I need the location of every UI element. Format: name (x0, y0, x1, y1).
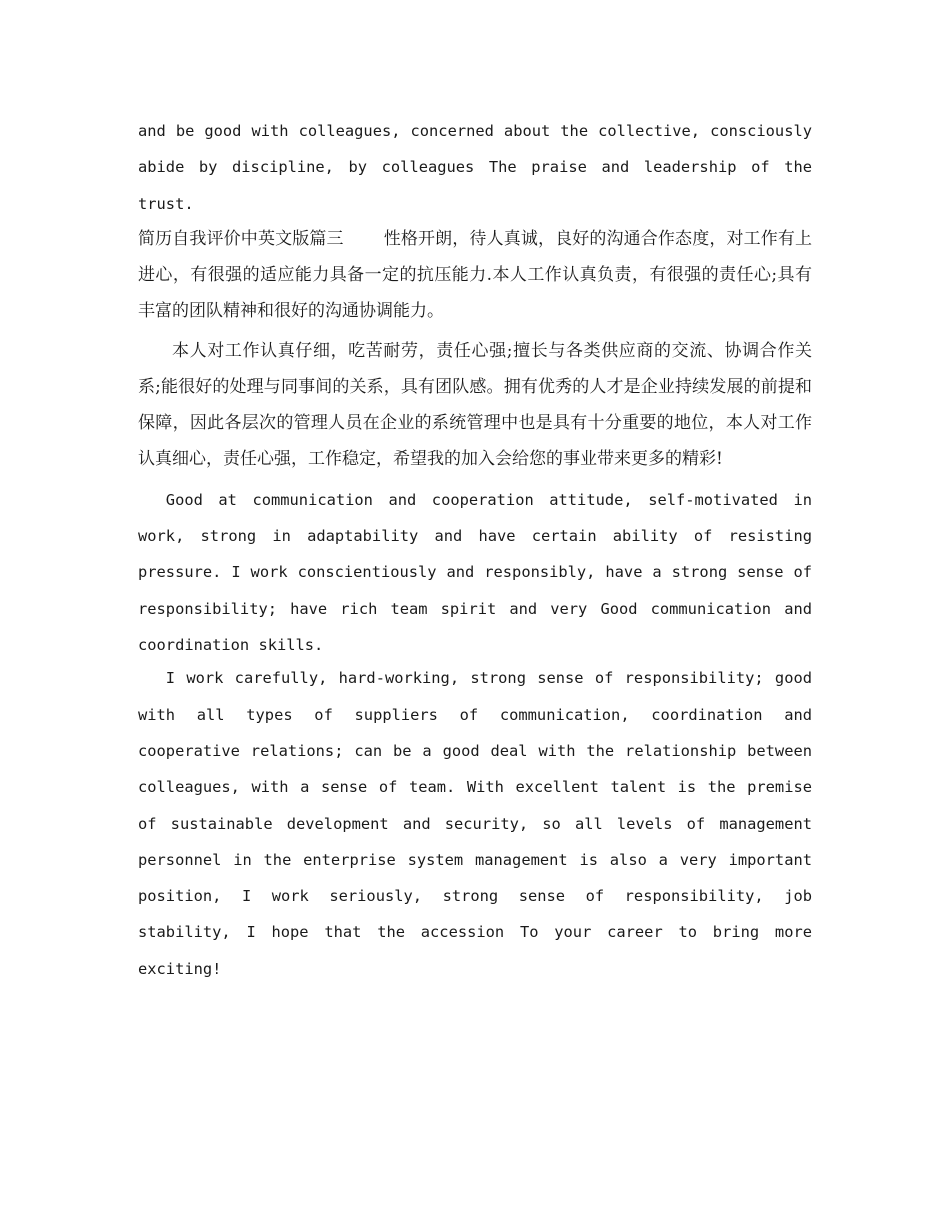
document-body (138, 113, 812, 987)
en-paragraph-2: I work carefully, hard-working, strong sense of responsibility; good with all types of suppliers of communication, coordination and cooperative relations; can be a good deal with the relationship between colleagues, with a sense of team. With excellent talent is the premise of sustainable development and security, so all levels of management personnel in the enterprise system management is also a very important position, I work seriously, strong sense of responsibility, job stability, I hope that the accession To your career to bring more exciting! (138, 669, 812, 978)
section-intro-paragraph (138, 221, 812, 329)
en-paragraph-1: Good at communication and cooperation attitude, self-motivated in work, strong in adaptability and have certain ability of resisting pressure. I work conscientiously and responsibly, have a strong sense of responsibility; have rich team spirit and very Good communication and coordination skills. (138, 490, 812, 655)
zh-paragraph-1: 性格开朗，待人真诚，良好的沟通合作态度，对工作有上进心，有很强的适应能力具备一定的抗压能力.本人工作认真负责，有很强的责任心;具有丰富的团队精神和很好的沟通协调能力。 (138, 228, 813, 321)
section-heading: 简历自我评价中英文版篇三 (138, 228, 344, 249)
zh-paragraph-2: 本人对工作认真仔细，吃苦耐劳，责任心强;擅长与各类供应商的交流、协调合作关系;能很好的处理与同事间的关系，具有团队感。拥有优秀的人才是企业持续发展的前提和保障，因此各层次的管理人员在企业的系统管理中也是具有十分重要的地位，本人对工作认真细心，责任心强，工作稳定，希望我的加入会给您的事业带来更多的精彩! (138, 340, 812, 469)
continuation-paragraph: and be good with colleagues, concerned about the collective, consciously abide by discipline, by colleagues The praise and leadership of the trust. (138, 122, 812, 213)
